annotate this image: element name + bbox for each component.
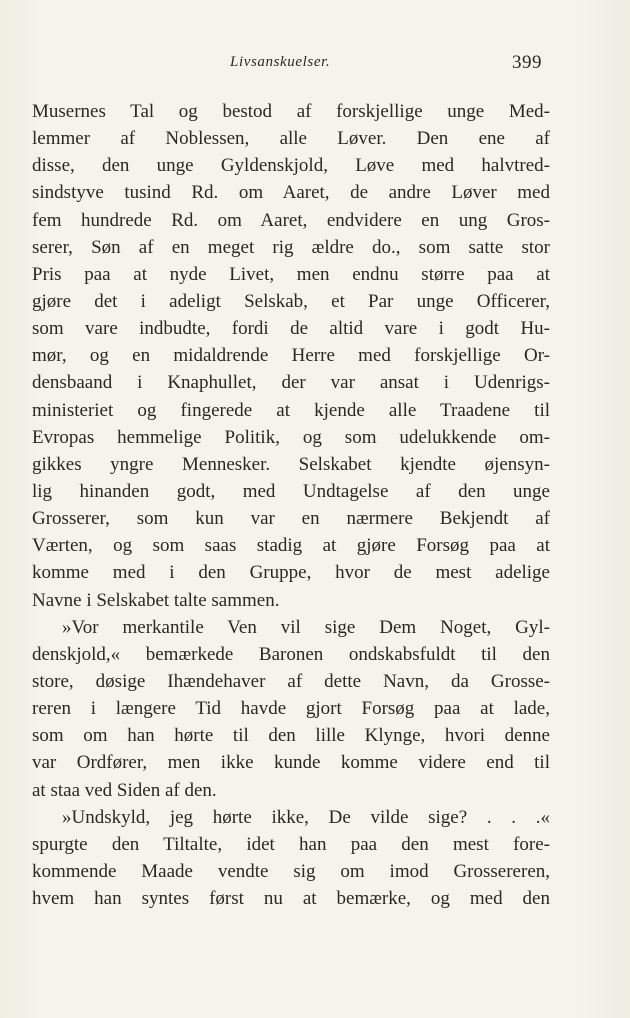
text-line: fem hundrede Rd. om Aaret, endvidere en ung Gros-	[32, 209, 550, 231]
text-line: mør, og en midaldrende Herre med forskjellige Or-	[32, 345, 550, 367]
text-line: store, døsige Ihændehaver af dette Navn, da Grosse-	[32, 670, 550, 692]
text-line: denskjold,« bemærkede Baronen ondskabsfuldt til den	[32, 643, 550, 665]
running-head	[0, 52, 630, 80]
paragraph-end-line: at staa ved Siden af den.	[32, 779, 217, 801]
text-line: gjøre det i adeligt Selskab, et Par unge Officerer,	[32, 290, 550, 312]
page-number: 399	[512, 52, 542, 73]
body-text	[32, 98, 550, 912]
text-line: Værten, og som saas stadig at gjøre Forsøg paa at	[32, 535, 550, 557]
paragraph-start-line: »Undskyld, jeg hørte ikke, De vilde sige? . . .«	[62, 806, 550, 828]
text-line: densbaand i Knaphullet, der var ansat i Udenrigs-	[32, 372, 550, 394]
text-line: Evropas hemmelige Politik, og som udelukkende om-	[32, 426, 550, 448]
text-line: Pris paa at nyde Livet, men endnu større paa at	[32, 263, 550, 285]
text-line: ministeriet og fingerede at kjende alle Traadene til	[32, 399, 550, 421]
text-line: lig hinanden godt, med Undtagelse af den unge	[32, 480, 550, 502]
text-line: reren i længere Tid havde gjort Forsøg paa at lade,	[32, 698, 550, 720]
paragraph-end-line: Navne i Selskabet talte sammen.	[32, 589, 280, 611]
text-line: Grosserer, som kun var en nærmere Bekjendt af	[32, 508, 550, 530]
text-line: komme med i den Gruppe, hvor de mest adelige	[32, 562, 550, 584]
text-line: Musernes Tal og bestod af forskjellige unge Med-	[32, 101, 550, 122]
paragraph-start-line: »Vor merkantile Ven vil sige Dem Noget, Gyl-	[62, 616, 550, 638]
text-line: som vare indbudte, fordi de altid vare i godt Hu-	[32, 318, 550, 340]
text-line: kommende Maade vendte sig om imod Grossereren,	[32, 860, 550, 882]
text-line: gikkes yngre Mennesker. Selskabet kjendte øjensyn-	[32, 453, 550, 475]
text-line: disse, den unge Gyldenskjold, Løve med halvtred-	[32, 155, 550, 177]
text-line: var Ordfører, men ikke kunde komme videre end til	[32, 752, 550, 774]
text-line: spurgte den Tiltalte, idet han paa den mest fore-	[32, 833, 550, 855]
text-line: lemmer af Noblessen, alle Løver. Den ene af	[32, 128, 550, 150]
text-line: hvem han syntes først nu at bemærke, og med den	[32, 888, 550, 910]
text-line: som om han hørte til den lille Klynge, hvori denne	[32, 725, 550, 747]
running-title: Livsanskuelser.	[230, 54, 331, 70]
text-line: serer, Søn af en meget rig ældre do., som satte stor	[32, 236, 550, 258]
text-line: sindstyve tusind Rd. om Aaret, de andre Løver med	[32, 182, 550, 204]
